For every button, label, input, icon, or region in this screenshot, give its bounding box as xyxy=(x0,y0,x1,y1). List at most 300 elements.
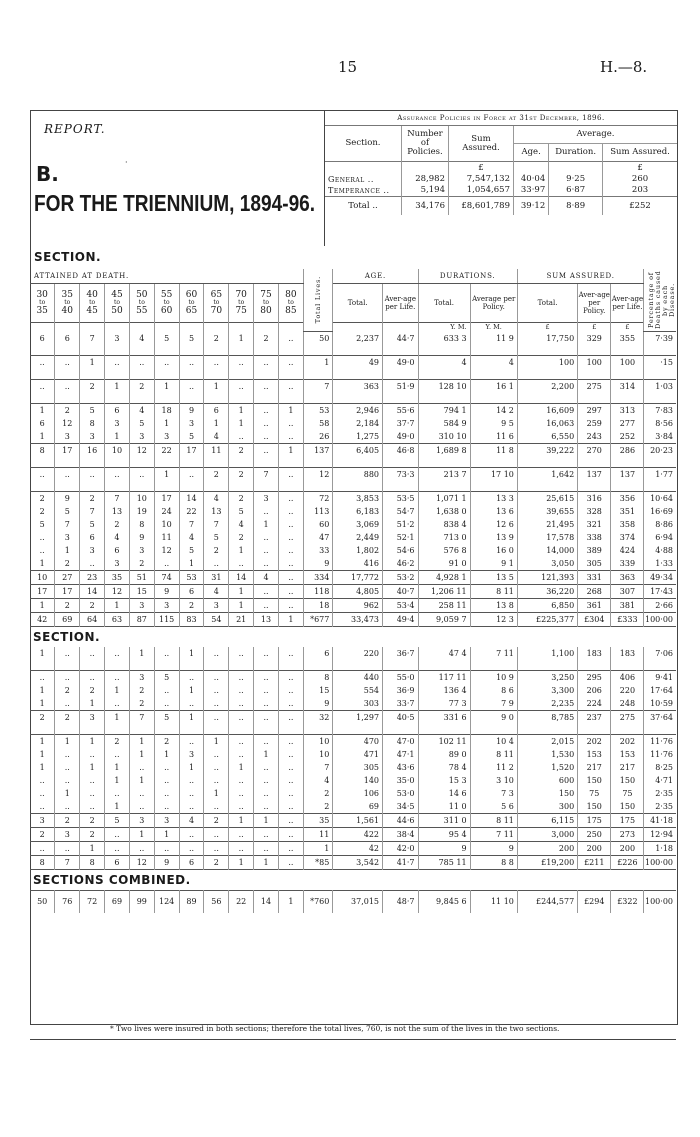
age-count-cell: .. xyxy=(278,800,303,814)
sum-per-life-cell: £333 xyxy=(611,613,644,627)
age-average-cell: 33·7 xyxy=(383,697,418,711)
age-average-cell: 51·2 xyxy=(383,518,418,531)
age-to-word: to xyxy=(138,298,145,306)
age-to: 85 xyxy=(285,305,297,316)
empty-cell xyxy=(179,322,204,331)
inset-col-average: Average. xyxy=(513,126,677,144)
age-count-cell: 2 xyxy=(80,599,105,613)
age-from: 60 xyxy=(185,289,198,300)
sum-per-life-cell: 314 xyxy=(611,380,644,394)
empty-cell xyxy=(30,322,55,331)
age-total-cell: 962 xyxy=(333,599,383,613)
sum-per-life-cell: 248 xyxy=(611,697,644,711)
duration-average-cell: 9 1 xyxy=(470,557,517,571)
spacer-cell xyxy=(129,393,154,404)
age-count-cell: 3 xyxy=(254,492,279,506)
age-count-cell: 1 xyxy=(129,647,154,660)
age-total-cell: 471 xyxy=(333,748,383,761)
combined-sum-pol-cell: £294 xyxy=(578,891,611,913)
inset-col-sum: Sum Assured. xyxy=(448,126,513,162)
inset-col-section: Section. xyxy=(325,126,401,162)
age-count-cell: 2 xyxy=(55,557,80,571)
sum-total-cell: 600 xyxy=(517,774,577,787)
spacer-cell xyxy=(611,345,644,356)
percentage-cell: 17·64 xyxy=(650,686,673,695)
age-to-word: to xyxy=(263,298,270,306)
combined-age-avg-cell: 48·7 xyxy=(383,891,418,913)
units-ym xyxy=(470,322,517,331)
age-count-cell: .. xyxy=(105,356,130,370)
age-count-cell: 31 xyxy=(204,571,229,585)
age-count-cell: .. xyxy=(254,404,279,418)
inset-sum: 7,547,132 xyxy=(448,174,513,185)
age-count-cell: .. xyxy=(254,684,279,697)
col-age: AGE. xyxy=(333,269,418,284)
empty-cell xyxy=(254,322,279,331)
duration-total-cell: 9,059 7 xyxy=(418,613,470,627)
duration-average-cell: 11 6 xyxy=(470,430,517,444)
age-count-cell: .. xyxy=(129,787,154,800)
age-count-cell: 1 xyxy=(30,684,55,697)
age-count-cell: .. xyxy=(278,735,303,749)
age-count-cell: .. xyxy=(80,671,105,685)
age-count-cell: 2 xyxy=(229,492,254,506)
spacer-cell xyxy=(179,660,204,671)
spacer-cell xyxy=(55,345,80,356)
age-count-cell: .. xyxy=(278,647,303,660)
percentage-cell: 16·69 xyxy=(650,507,673,516)
duration-total-cell: 1,206 11 xyxy=(418,585,470,599)
age-count-cell: 3 xyxy=(55,531,80,544)
age-count-cell: .. xyxy=(229,647,254,660)
leader-dots: .. xyxy=(383,185,390,195)
age-count-cell: 1 xyxy=(30,430,55,444)
age-count-cell: 2 xyxy=(55,684,80,697)
age-count-cell: .. xyxy=(229,684,254,697)
age-total-cell: 303 xyxy=(333,697,383,711)
age-count-cell: .. xyxy=(278,711,303,725)
sum-per-life-cell: 153 xyxy=(611,748,644,761)
age-to: 70 xyxy=(210,305,223,316)
age-to: 45 xyxy=(86,305,98,316)
spacer-cell xyxy=(229,724,254,735)
combined-row xyxy=(30,891,676,913)
percentage-cell: 2·35 xyxy=(655,802,673,811)
duration-average-cell: 17 10 xyxy=(470,468,517,482)
age-count-cell: 1 xyxy=(105,684,130,697)
age-to-word: to xyxy=(64,298,71,306)
age-total-cell: 2,946 xyxy=(333,404,383,418)
age-total-cell: 422 xyxy=(333,828,383,842)
age-count-cell: .. xyxy=(204,761,229,774)
empty-cell xyxy=(383,322,418,331)
age-count-cell: 10 xyxy=(129,492,154,506)
age-from: 35 xyxy=(61,289,73,300)
sum-per-policy-cell: 270 xyxy=(578,444,611,458)
combined-lives-cell: *760 xyxy=(303,891,333,913)
age-group-header xyxy=(30,284,55,322)
age-to-word: to xyxy=(287,298,294,306)
spacer-cell xyxy=(129,369,154,380)
age-count-cell: .. xyxy=(30,380,55,394)
total-lives-cell: 1 xyxy=(303,842,333,856)
age-count-cell: .. xyxy=(254,761,279,774)
percentage-cell: 2·66 xyxy=(644,599,676,613)
empty-cell xyxy=(129,322,154,331)
spacer-cell xyxy=(80,660,105,671)
duration-total-cell: 1,071 1 xyxy=(418,492,470,506)
duration-average-cell: 13 8 xyxy=(470,599,517,613)
age-count-cell: .. xyxy=(254,599,279,613)
age-count-cell: 2 xyxy=(254,332,279,346)
sum-per-life-cell: 183 xyxy=(611,647,644,660)
age-average-cell: 35·0 xyxy=(383,774,418,787)
inset-col-sumassured: Sum Assured. xyxy=(610,147,670,157)
percentage-cell: 12·94 xyxy=(644,828,676,842)
age-count-cell: 2 xyxy=(204,468,229,482)
spacer-cell xyxy=(229,393,254,404)
percentage-label: Percentage of Deaths caused by each Disease. xyxy=(647,270,676,330)
age-count-cell: .. xyxy=(254,557,279,571)
age-count-cell: .. xyxy=(55,647,80,660)
age-total-cell: 363 xyxy=(333,380,383,394)
age-average-cell: 49·4 xyxy=(383,613,418,627)
age-average-cell: 54·7 xyxy=(383,505,418,518)
sum-per-policy-cell: 305 xyxy=(578,557,611,571)
age-total-cell: 880 xyxy=(333,468,383,482)
age-total-cell: 69 xyxy=(333,800,383,814)
duration-total-cell: 89 0 xyxy=(418,748,470,761)
sum-per-policy-cell: 389 xyxy=(578,544,611,557)
sum-per-life-cell: 137 xyxy=(611,468,644,482)
age-count-cell: .. xyxy=(278,468,303,482)
age-count-cell: .. xyxy=(204,774,229,787)
percentage-cell: 4·71 xyxy=(655,776,673,785)
age-count-cell: .. xyxy=(254,774,279,787)
age-count-cell: 22 xyxy=(229,891,254,913)
age-count-cell: 7 xyxy=(105,492,130,506)
age-count-cell: .. xyxy=(278,417,303,430)
duration-average-cell: 3 10 xyxy=(470,774,517,787)
spacer-row xyxy=(30,369,676,380)
age-count-cell: .. xyxy=(278,557,303,571)
sum-total-cell: 2,015 xyxy=(517,735,577,749)
age-to-word: to xyxy=(163,298,170,306)
age-count-cell: 6 xyxy=(105,404,130,418)
age-count-cell: .. xyxy=(278,748,303,761)
spacer-cell xyxy=(517,481,577,492)
section-heading-combined-label: SECTIONS COMBINED. xyxy=(33,873,191,887)
percentage-cell: 49·34 xyxy=(644,571,676,585)
age-count-cell: 1 xyxy=(30,748,55,761)
age-count-cell: 2 xyxy=(204,856,229,870)
age-count-cell: 69 xyxy=(105,891,130,913)
age-total-cell: 1,802 xyxy=(333,544,383,557)
duration-average-cell: 7 11 xyxy=(470,647,517,660)
spacer-cell xyxy=(254,457,279,468)
table-row xyxy=(30,571,676,585)
age-count-cell: 3 xyxy=(179,748,204,761)
total-lives-cell: 50 xyxy=(303,332,333,346)
sum-total-cell: 1,520 xyxy=(517,761,577,774)
spacer-cell xyxy=(105,393,130,404)
spacer-cell xyxy=(80,457,105,468)
age-count-cell: .. xyxy=(254,430,279,444)
sum-total-cell: 36,220 xyxy=(517,585,577,599)
age-count-cell: 3 xyxy=(80,711,105,725)
age-average-cell: 36·9 xyxy=(383,684,418,697)
duration-total-cell: 9 xyxy=(418,842,470,856)
spacer-cell xyxy=(80,724,105,735)
age-count-cell: 1 xyxy=(204,380,229,394)
sum-per-policy-cell: 250 xyxy=(578,828,611,842)
age-count-cell: 4 xyxy=(179,531,204,544)
spacer-cell xyxy=(129,660,154,671)
sum-total-cell: 14,000 xyxy=(517,544,577,557)
age-count-cell: .. xyxy=(129,761,154,774)
duration-total-cell: 11 0 xyxy=(418,800,470,814)
spacer-cell xyxy=(611,393,644,404)
spacer-row xyxy=(30,393,676,404)
age-count-cell: .. xyxy=(204,842,229,856)
spacer-cell xyxy=(303,393,333,404)
age-total-cell: 2,449 xyxy=(333,531,383,544)
age-count-cell: .. xyxy=(278,585,303,599)
age-count-cell: .. xyxy=(179,828,204,842)
age-count-cell: 74 xyxy=(154,571,179,585)
age-group-header xyxy=(129,284,154,322)
age-from: 80 xyxy=(285,289,297,300)
spacer-cell xyxy=(55,481,80,492)
units-row xyxy=(30,322,676,331)
age-group-row xyxy=(30,284,676,322)
age-count-cell: 4 xyxy=(229,518,254,531)
age-count-cell: 2 xyxy=(55,814,80,828)
age-count-cell: 64 xyxy=(80,613,105,627)
age-count-cell: .. xyxy=(254,647,279,660)
units-ym xyxy=(418,322,470,331)
sum-per-life-cell: 175 xyxy=(611,814,644,828)
age-count-cell: .. xyxy=(30,544,55,557)
spacer-cell xyxy=(30,369,55,380)
percentage-cell: 11·76 xyxy=(650,750,673,759)
age-count-cell: .. xyxy=(154,557,179,571)
age-count-cell: .. xyxy=(278,492,303,506)
spacer-cell xyxy=(80,345,105,356)
age-count-cell: 53 xyxy=(179,571,204,585)
duration-total-cell: 838 4 xyxy=(418,518,470,531)
age-count-cell: .. xyxy=(154,684,179,697)
percentage-cell: 7·83 xyxy=(644,404,676,418)
age-count-cell: 1 xyxy=(105,800,130,814)
age-count-cell: .. xyxy=(204,748,229,761)
age-count-cell: 3 xyxy=(204,599,229,613)
stray-dot: · xyxy=(125,158,128,167)
age-total-cell: 1,275 xyxy=(333,430,383,444)
age-count-cell: 115 xyxy=(154,613,179,627)
table-row xyxy=(30,599,676,613)
sum-per-policy-cell: £211 xyxy=(578,856,611,870)
age-count-cell: 7 xyxy=(254,468,279,482)
table-letter: B. xyxy=(36,162,59,186)
age-count-cell: 7 xyxy=(80,505,105,518)
age-to: 55 xyxy=(136,305,148,316)
age-count-cell: 14 xyxy=(254,891,279,913)
age-average-cell: 52·1 xyxy=(383,531,418,544)
spacer-cell xyxy=(30,724,55,735)
age-count-cell: .. xyxy=(278,787,303,800)
duration-average-cell: 16 0 xyxy=(470,544,517,557)
age-count-cell: 4 xyxy=(204,492,229,506)
sum-per-life-cell: 358 xyxy=(611,518,644,531)
spacer-cell xyxy=(229,660,254,671)
age-count-cell: 12 xyxy=(129,856,154,870)
unit-pound: £ xyxy=(578,322,611,331)
sum-per-life-cell: 275 xyxy=(611,711,644,725)
inset-total-age: 39·12 xyxy=(513,197,548,215)
age-count-cell: 1 xyxy=(154,748,179,761)
age-count-cell: 1 xyxy=(229,856,254,870)
age-count-cell: .. xyxy=(204,697,229,711)
sum-total-cell: 8,785 xyxy=(517,711,577,725)
age-average-cell: 40·5 xyxy=(383,711,418,725)
sum-total-cell: 2,235 xyxy=(517,697,577,711)
age-count-cell: 3 xyxy=(129,814,154,828)
age-average-cell: 47·0 xyxy=(383,735,418,749)
age-count-cell: 11 xyxy=(154,531,179,544)
empty-cell xyxy=(80,322,105,331)
age-count-cell: 1 xyxy=(105,761,130,774)
total-lives-cell: 334 xyxy=(303,571,333,585)
duration-average-cell: 8 8 xyxy=(470,856,517,870)
duration-total-cell: 785 11 xyxy=(418,856,470,870)
age-count-cell: 19 xyxy=(129,505,154,518)
age-count-cell: 17 xyxy=(179,444,204,458)
age-count-cell: 1 xyxy=(229,332,254,346)
age-count-cell: 7 xyxy=(129,711,154,725)
table-row xyxy=(30,557,676,571)
combined-sum-life-cell: £322 xyxy=(611,891,644,913)
sum-per-policy-cell: 259 xyxy=(578,417,611,430)
age-count-cell: .. xyxy=(254,828,279,842)
age-to-word: to xyxy=(39,298,46,306)
age-total-cell: 4,805 xyxy=(333,585,383,599)
sum-per-policy-cell: 183 xyxy=(578,647,611,660)
age-count-cell: 1 xyxy=(30,647,55,660)
age-count-cell: .. xyxy=(229,356,254,370)
age-count-cell: .. xyxy=(30,787,55,800)
age-count-cell: .. xyxy=(229,800,254,814)
age-count-cell: 5 xyxy=(179,332,204,346)
sum-per-life-cell: 200 xyxy=(611,842,644,856)
duration-average-cell: 7 3 xyxy=(470,787,517,800)
age-count-cell: .. xyxy=(179,356,204,370)
age-count-cell: 56 xyxy=(204,891,229,913)
sum-per-life-cell: 277 xyxy=(611,417,644,430)
age-count-cell: 1 xyxy=(30,599,55,613)
age-average-cell: 53·5 xyxy=(383,492,418,506)
age-count-cell: .. xyxy=(30,671,55,685)
spacer-cell xyxy=(578,660,611,671)
sum-per-policy-cell: 295 xyxy=(578,671,611,685)
age-count-cell: 2 xyxy=(204,814,229,828)
sum-total-cell: 6,850 xyxy=(517,599,577,613)
spacer-cell xyxy=(254,481,279,492)
spacer-cell xyxy=(333,369,383,380)
sum-per-life-cell: 424 xyxy=(611,544,644,557)
age-count-cell: 6 xyxy=(80,531,105,544)
age-count-cell: 1 xyxy=(204,735,229,749)
total-lives-cell: *85 xyxy=(303,856,333,870)
age-total-cell: 33,473 xyxy=(333,613,383,627)
spacer-cell xyxy=(154,724,179,735)
age-count-cell: .. xyxy=(55,800,80,814)
table-row xyxy=(30,404,676,418)
age-count-cell: .. xyxy=(154,774,179,787)
age-count-cell: 1 xyxy=(129,828,154,842)
total-lives-cell: 15 xyxy=(303,684,333,697)
inset-col-age: Age. xyxy=(513,144,548,162)
table-row xyxy=(30,761,676,774)
spacer-cell xyxy=(80,393,105,404)
percentage-cell: 20·23 xyxy=(644,444,676,458)
spacer-cell xyxy=(517,660,577,671)
age-count-cell: 2 xyxy=(30,828,55,842)
age-count-cell: 2 xyxy=(55,711,80,725)
total-lives-cell: 72 xyxy=(303,492,333,506)
age-count-cell: .. xyxy=(105,671,130,685)
age-count-cell: .. xyxy=(105,787,130,800)
age-count-cell: 5 xyxy=(229,505,254,518)
age-count-cell: .. xyxy=(105,842,130,856)
sum-total-cell: 6,550 xyxy=(517,430,577,444)
sum-per-life-cell: 356 xyxy=(611,492,644,506)
sum-per-policy-cell: 275 xyxy=(578,380,611,394)
age-count-cell: 1 xyxy=(179,557,204,571)
age-count-cell: .. xyxy=(204,356,229,370)
duration-average-cell: 8 6 xyxy=(470,684,517,697)
spacer-cell xyxy=(179,345,204,356)
inset-total-number: 34,176 xyxy=(401,197,448,215)
age-count-cell: 2 xyxy=(129,557,154,571)
unit-year: Y. xyxy=(485,323,492,332)
age-count-cell: 1 xyxy=(30,697,55,711)
duration-total-cell: 47 4 xyxy=(418,647,470,660)
bottom-rule xyxy=(30,1039,676,1040)
age-count-cell: 2 xyxy=(154,735,179,749)
spacer-cell xyxy=(154,457,179,468)
age-count-cell: 83 xyxy=(179,613,204,627)
table-row xyxy=(30,332,676,346)
age-count-cell: 76 xyxy=(55,891,80,913)
age-count-cell: .. xyxy=(254,585,279,599)
age-count-cell: 2 xyxy=(30,505,55,518)
footnote: * Two lives were insured in both sections; therefore the total lives, 760, is not the sum of the lives in the two sections. xyxy=(110,1024,560,1033)
age-from: 70 xyxy=(235,289,247,300)
spacer-cell xyxy=(418,724,470,735)
age-count-cell: 5 xyxy=(55,505,80,518)
sum-per-policy-cell: 331 xyxy=(578,571,611,585)
age-count-cell: .. xyxy=(278,684,303,697)
age-count-cell: 69 xyxy=(55,613,80,627)
age-count-cell: .. xyxy=(55,842,80,856)
percentage-cell: ·15 xyxy=(644,356,676,370)
sum-per-policy-cell: 329 xyxy=(578,332,611,346)
age-total-cell: 3,853 xyxy=(333,492,383,506)
total-lives-cell: 58 xyxy=(303,417,333,430)
age-count-cell: 7 xyxy=(55,518,80,531)
spacer-cell xyxy=(278,724,303,735)
